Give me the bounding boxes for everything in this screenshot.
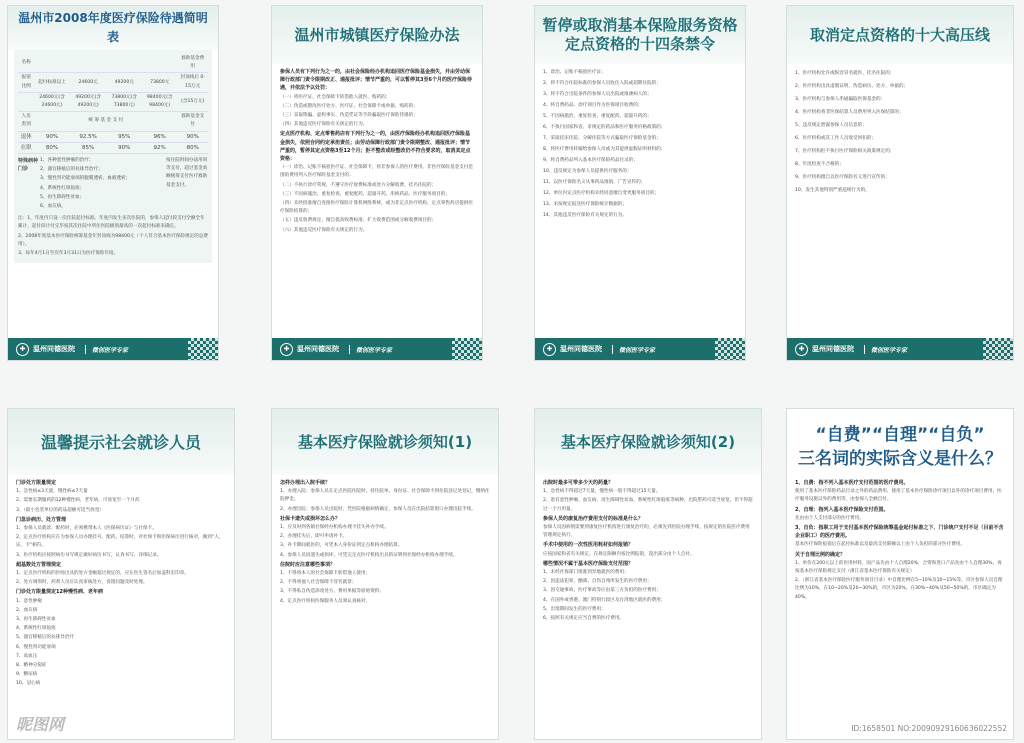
list-item: 12、单位内定点医疗机构未经同意擅自变更服务项目的； xyxy=(543,191,660,196)
table-row xyxy=(18,92,208,111)
list-item: 9、糖尿病 xyxy=(16,672,38,678)
list-item: 8、将医疗费用转嫁给参保人员或为其提供虚假证明材料的； xyxy=(543,147,666,152)
section-heading: 住院时应注意哪些事项？ xyxy=(280,561,336,568)
list-item: 6、不执行国家和省、市规定的药品和医疗服务价格政策的； xyxy=(543,125,666,130)
table-cell: 名称 xyxy=(18,54,34,73)
brand-slogan: 微创医学专家 xyxy=(349,345,392,354)
panel-benefits-table xyxy=(7,5,219,361)
list-item: 3、医疗机构与参保人串通骗取医保基金的； xyxy=(795,97,886,102)
title-line: “自费”“自理”“自负” xyxy=(815,425,985,445)
list-item: 6、医疗机构或其工作人员收受回扣的； xyxy=(795,136,877,141)
list-item: 10、违反规定为参保人员提供医疗服务的； xyxy=(543,169,632,174)
panel-reminder xyxy=(7,408,235,740)
table-row xyxy=(18,54,208,73)
list-item: 5、违反规定泄露参保人员信息的； xyxy=(795,123,867,128)
list-item: 3、慢性肾功能衰竭的腹膜透析、血液透析； xyxy=(40,176,131,182)
list-item: 3、（最小包装单位的药品超额可适当放宽） xyxy=(16,507,104,513)
list-item: 参保人员因病情需要到康复医疗机构进行康复治疗的，必须先到医院办理手续，按规定的住院医疗费用管理规定执行。 xyxy=(543,525,750,539)
table-cell: 92.5% xyxy=(70,131,107,142)
list-item: 5、出境期间发生的医疗费用； xyxy=(543,606,606,612)
brand-slogan: 微创医学专家 xyxy=(612,345,655,354)
section-heading: 门急诊病历、处方管理 xyxy=(16,516,67,523)
list-item: 5、不因病施治、重复检查、重复配药、超量开药的； xyxy=(543,114,652,119)
list-item: 11、以医疗保险名义从事药品推销、广告宣传的； xyxy=(543,180,646,185)
paragraph: （一）将医疗证、社会保障卡转借他人就医、购药的； xyxy=(280,94,391,100)
paragraph: 参保人员有下列行为之一的，由社会保险经办机构追回医疗保险基金损失，并由劳动保障行政部门责令限期改正、通报批评；情节严重的，可以暂停其3至6个月的医疗保险待遇，并依法予以处罚： xyxy=(280,69,472,92)
section-heading: 关于自理比例的确定？ xyxy=(795,551,846,558)
footer-brand xyxy=(787,338,1013,360)
list-item: 10、发生其他特别严重违规行为的。 xyxy=(795,188,870,193)
panel-ten-red-lines xyxy=(786,5,1014,361)
list-item: 6、慢性肾功能衰竭 xyxy=(16,644,56,650)
list-item: 基本医疗保险报销后在起付标准以及最高支付限额以上由个人负担的部分医疗费用。 xyxy=(795,542,965,548)
special-note: 按住院时间办法用同等支付，超过基金高额统筹支付医疗救助基金支付。 xyxy=(166,158,208,188)
brand-name: 温州同德医院 xyxy=(560,345,602,353)
list-item: 2、医疗机构出具虚假证明、伪造病历、处方、单据的； xyxy=(795,84,909,89)
table-cell xyxy=(18,92,34,111)
brand-name: 温州同德医院 xyxy=(812,345,854,353)
paragraph: （六）其他违反医疗保险有关规定的行为。 xyxy=(280,227,368,233)
list-item: 3、补卡期间就医的，可凭本人身份证到定点机构办理结算。 xyxy=(280,543,403,549)
table-row xyxy=(18,142,208,153)
list-item: 1、急性病≤3天量，慢性病≤7天量 xyxy=(16,489,88,495)
table-cell: 98400元(含98400元) xyxy=(142,92,177,111)
list-item: 1、医疗机构允许或纵容冒名就医、挂名住院的； xyxy=(795,71,895,76)
watermark: 昵图网 xyxy=(16,715,65,734)
paragraph: 定点医疗机构、定点零售药店有下列行为之一的，由医疗保险经办机构追回医疗保险基金损失，依照合同约定承担责任；由劳动保障行政部门责令限期整改、通报批评；情节严重的，暂停其定点资格3至12个月；拒不整改或经整改仍不符合要求的，取消其定点资格： xyxy=(280,131,471,163)
panel-title: 暂停或取消基本保险服务资格定点资格的十四条禁令 xyxy=(542,16,738,53)
panel-body xyxy=(8,475,234,694)
panel-title: 温州市城镇医疗保险办法 xyxy=(294,25,460,44)
panel-insurance-rules xyxy=(271,5,483,361)
list-item: 7、医疗机构拒不执行医疗保险相关政策规定的； xyxy=(795,149,895,154)
table-cell: 封顶线后 0-15万元 xyxy=(177,73,208,92)
table-row xyxy=(18,73,208,92)
panel-fourteen-bans xyxy=(534,5,746,361)
table-cell: 95% xyxy=(107,131,142,142)
hospital-logo-icon: ✚ xyxy=(795,343,808,356)
panel-body xyxy=(272,64,482,240)
panel-body xyxy=(787,64,1013,202)
table-cell: 90% xyxy=(177,131,208,142)
panel-title: 温馨提示社会就诊人员 xyxy=(40,432,201,452)
list-item: 3、将不符合出院条件的参保人员出院或推诿病人的； xyxy=(543,92,652,97)
hospital-logo-icon: ✚ xyxy=(280,343,293,356)
list-item: 1、各种恶性肿瘤的治疗； xyxy=(40,158,94,164)
paragraph: （三）采取欺骗、虚构事实、伪造凭证等手段骗取医疗保险待遇的； xyxy=(280,113,418,119)
list-item: 2、不得将他人社会保障卡冒名就诊； xyxy=(280,580,357,586)
section-heading: 超基数处方管理规定 xyxy=(16,561,62,568)
list-item: 2、因违法犯罪、酗酒、自伤自残所发生的医疗费用； xyxy=(543,579,652,585)
brand-slogan: 微创医学专家 xyxy=(85,345,128,354)
list-item: 1、未经社保部门批准到异地就医的费用； xyxy=(543,570,629,576)
list-item: 4、系统性红斑狼疮 xyxy=(16,626,56,632)
list-item: 1、不得将本人的社会保障卡转借他人使用； xyxy=(280,571,371,577)
list-item: 8、精神分裂症 xyxy=(16,663,47,669)
list-item: 1、定点医疗机构的医师出具的处方金额超过规定的，应在医生签名后加盖科室印章。 xyxy=(16,571,189,577)
list-item: 7、采取挂床住院、分解住院等方式骗取医疗保险基金的； xyxy=(543,136,661,141)
table-cell: 人员类别 xyxy=(18,112,34,131)
image-id: ID:1658501 NO:20090929160636022552 xyxy=(851,724,1007,733)
paragraph: （五）违反收费规定，擅自提高收费标准、扩大收费范围或分解收费项目的； xyxy=(280,218,437,224)
list-item: 9、将自费药品列入基本医疗保险药品目录的； xyxy=(543,158,638,163)
list-item: 2、处方调剂时，药剂人员应认真审核处方，发现问题及时处理。 xyxy=(16,580,148,586)
section-heading: 3、自负：指职工用于支付基本医疗保险统筹基金起付标准之下、门诊统户支付不足（目前不含企业职工）的医疗费用。 xyxy=(795,525,1004,540)
list-item: 2、器官移植后的抗排异治疗； xyxy=(40,167,103,173)
panel-body xyxy=(535,475,761,628)
hospital-logo-icon: ✚ xyxy=(543,343,556,356)
table-cell: 73800元(含73800元) xyxy=(107,92,142,111)
paragraph: （三）不因病施治、重复检查、重复配药、超量开药、串换药品、医疗服务项目的； xyxy=(280,191,450,197)
list-item: 2、（浙江省基本医疗保险医疗服务项目目录）中自理比例在5~10%及10~15%等，市区参保人员自理比例为10%，在10~20%及20~30%的，市区为20%，在30%~40%及50~50%的，市区确定为40%。 xyxy=(795,578,1003,600)
table-cell: 在职 xyxy=(18,142,34,153)
paragraph: （二）不执行诊疗常规，不遵守医疗收费标准或处方分解收费、挂名住院的； xyxy=(280,182,437,188)
panel-title: 基本医疗保险就诊须知(1) xyxy=(297,432,473,451)
table-cell: 救助基金支付 xyxy=(177,112,208,131)
section-heading: 怎样办理出入院手续？ xyxy=(280,480,331,486)
table-cell: 起付标准以上 xyxy=(34,73,69,92)
panel-title: 取消定点资格的十大高压线 xyxy=(809,25,990,44)
section-heading: 手术中使用的一次性医用耗材如何报销？ xyxy=(543,542,634,549)
list-item: 应按国家和省有关规定，在规定限额内按比例报销，超出部分由个人自付。 xyxy=(543,551,695,557)
checker-pattern xyxy=(452,338,482,360)
list-item: 先由由个人支付部分的医疗费用。 xyxy=(795,515,864,521)
panel-visit-notice-1 xyxy=(271,408,499,740)
list-item: 4、定点医疗机构医保服务人员须认真核对。 xyxy=(280,598,371,604)
list-item: 2、患有恶性肿瘤、血友病、再生障碍性贫血、系统性红斑狼疮等病种，出院带药可适当放宽，但不得超过一个月用量。 xyxy=(543,498,753,512)
section-heading: 出院时最多可带多少天的药量？ xyxy=(543,480,614,486)
table-row xyxy=(18,131,208,142)
list-item: 10、冠心病 xyxy=(16,681,41,687)
list-item: 4、将自费药品、诊疗项目作为医保项目收费的； xyxy=(543,103,643,108)
list-item: 2、办理出院：参保人员出院时，凭医院根据病情确定，参保人员在出院结算窗口办理出院手续。 xyxy=(280,506,476,512)
list-item: 2、需要长期服药的12种慢性病，老年病，可放宽至一个月药 xyxy=(16,498,140,504)
section-heading: 社保卡遗失或损坏怎么办？ xyxy=(280,515,341,522)
footer-brand xyxy=(272,338,482,360)
list-item: 13、未按规定报送医疗保险统计数据的； xyxy=(543,202,627,207)
brand-name: 温州同德医院 xyxy=(33,345,75,353)
list-item: 14、其他违反医疗保险有关规定的行为。 xyxy=(543,213,627,218)
benefits-table xyxy=(18,54,208,154)
section-heading: 1、自费：指不列入基本医疗支付范围的医疗费用。 xyxy=(795,480,909,486)
table-cell: 统 筹 基 金 支 付 xyxy=(34,112,177,131)
list-item: 1、办理入院：参保人员在定点医院住院时，持住院单、身份证、社会保障卡到住院登记处登记，缴纳住院押金。 xyxy=(280,489,490,503)
table-cell: 80% xyxy=(34,142,69,153)
checker-pattern xyxy=(188,338,218,360)
brand-slogan: 微创医学专家 xyxy=(864,345,907,354)
special-list xyxy=(40,157,166,212)
panel-visit-notice-2 xyxy=(534,408,762,740)
list-item: 8、年度检查不合格的； xyxy=(795,162,844,167)
table-cell: 90% xyxy=(107,142,142,153)
table-cell: 49200元 xyxy=(107,73,142,92)
list-item: 2、血友病 xyxy=(16,607,38,613)
table-cell: 49200元(含49200元) xyxy=(70,92,107,111)
table-cell: 80% xyxy=(177,142,208,153)
list-item: 9、医疗机构擅自以医疗保险名义进行宣传的； xyxy=(795,175,890,180)
section-heading: 2、自理：指列入基本医疗保险支付范围。 xyxy=(795,506,889,513)
paragraph: （二）伪造或篡改医疗处方、医疗证、社会保障卡或单据、购药的； xyxy=(280,103,418,109)
footer-brand xyxy=(535,338,745,360)
brand-name: 温州同德医院 xyxy=(297,345,339,353)
list-item: 4、参保人员因遗失或损坏，可凭完定点医疗机构出具的证明到社保经办机构办理手续。 xyxy=(280,552,458,558)
list-item: 1、单价在200元以上的医用材料，国产品先由个人自理20%，合资和进口产品先由个人自理30%，再按基本医疗保险规定支付（浙江省基本医疗保险有关规定） xyxy=(795,560,1002,575)
paragraph: （四）未经批准擅自连接医疗保险计算机网络系统，或为非定点医疗机构、定点零售药店提供医疗保险结算的； xyxy=(280,201,473,215)
table-cell: 退休 xyxy=(18,131,34,142)
section-heading: 参保人员的康复治疗费用支付的标准是什么？ xyxy=(543,515,644,522)
list-item: 3、因交通事故、医疗事故等应由第三方负担的医疗费用； xyxy=(543,588,661,594)
table-cell: 救助基金费用 xyxy=(177,54,208,73)
list-item: 3、医疗机构应按照病历书写规定做好病历书写，认真书写、详细记录。 xyxy=(16,552,162,558)
table-row xyxy=(18,112,208,131)
list-item: 2、将不符合住院标准的参保人员收住入院或超期住院的； xyxy=(543,81,661,86)
list-item: 3、不得私自伪造涂改处方、费用单据等原始资料； xyxy=(280,589,384,595)
section-heading: 哪些情况不属于基本医疗保险支付范围？ xyxy=(543,560,634,567)
list-item: 使用了基本医疗保险药品目录之外的药品费用、使用了基本医疗保险诊疗项目以外的诊疗项目费用、医疗服务设施以外的费用等，由参保人全额自付。 xyxy=(795,489,1002,503)
paragraph: （四）其他违反医疗保险有关规定的行为。 xyxy=(280,122,368,128)
panel-title: 温州市2008年度医疗保险待遇简明表 xyxy=(18,11,208,44)
panel-body xyxy=(787,471,1013,607)
list-item: 5、再生障碍性贫血； xyxy=(40,194,85,200)
list-item: 5、器官移植后的抗排异治疗 xyxy=(16,635,75,641)
list-item: 2、办理挂失后，即可申请补卡。 xyxy=(280,534,348,540)
list-item: 1、诊治、记账不核验医疗证； xyxy=(543,70,606,75)
note-item: 注：1、年度内只设一次住院起付标准。年度内发生多次住院的，参保人起付段支付全额全年累计，起付段计付完毕按其次住院中所住医院级别最高的一次起付标准来确定。 xyxy=(18,216,205,230)
note-item: 2、2008年度基本医疗保险统筹基金年封顶线为98400元（个人符合基本医疗保险规定的总费用）。 xyxy=(18,233,209,247)
list-item: 6、按照有关规定应当自费的医疗费用。 xyxy=(543,616,625,622)
list-item: 1、恶性肿瘤 xyxy=(16,598,42,604)
table-cell: 24600元(含24600元) xyxy=(34,92,69,111)
table-cell: 90% xyxy=(34,131,69,142)
checker-pattern xyxy=(983,338,1013,360)
panel-terms-meaning xyxy=(786,408,1014,740)
table-cell: 96% xyxy=(142,131,177,142)
panel-body xyxy=(272,475,498,611)
hospital-logo-icon: ✚ xyxy=(16,343,29,356)
table-cell: 73800元 xyxy=(142,73,177,92)
notes xyxy=(18,215,208,258)
list-item: 4、系统性红斑狼疮； xyxy=(40,185,85,191)
table-cell: 92% xyxy=(142,142,177,153)
note-item: 3、每年4月1日至次年3月31日为医疗保险年度。 xyxy=(18,251,119,257)
list-item: 4、在国外或香港、澳门特别行政区及台湾地区就医的费用； xyxy=(543,597,666,603)
footer-brand xyxy=(8,338,218,360)
table-cell: 24600元 xyxy=(70,73,107,92)
checker-pattern xyxy=(715,338,745,360)
list-item: 2、定点医疗机构应在为参保人员办理挂号、配药、结算时，对社保卡和医保病历进行核对，做到“人、证、卡”相符。 xyxy=(16,535,224,549)
table-cell: (含15万元) xyxy=(177,92,208,111)
section-heading: 门诊处方限量规定 xyxy=(16,480,57,486)
list-item: 7、高血压 xyxy=(16,653,38,659)
panel-title xyxy=(787,409,1013,471)
panel-title: 基本医疗保险就诊须知(2) xyxy=(560,432,736,451)
title-line: 三名词的实际含义是什么？ xyxy=(798,449,1002,469)
list-item: 4、医疗机构将非医保结算人员费用列入医保结算的； xyxy=(795,110,904,115)
paragraph: （一）诊治、记账不核验医疗证、社会保障卡，将非参保人的医疗费用、非医疗保险基金支付范围的费用列入医疗保险基金支付的； xyxy=(280,165,473,179)
list-item: 1、急性病不得超过7天量，慢性病一般不得超过15天量。 xyxy=(543,489,661,495)
list-item: 3、再生障碍性贫血 xyxy=(16,617,56,623)
special-label: 特殊病种门诊 xyxy=(18,158,39,173)
table-cell: 85% xyxy=(70,142,107,153)
list-item: 1、应及时到各镇社保经办机构办理卡挂失补办手续。 xyxy=(280,525,389,531)
table-cell: 报销比例 xyxy=(18,73,34,92)
list-item: 1、参保人员就诊、配药时，必须携带本人《医保病历证》与社保卡。 xyxy=(16,526,157,532)
panel-body xyxy=(535,64,745,226)
section-heading: 门诊处方限量规定12种慢性病、老年病 xyxy=(16,589,103,596)
list-item: 6、血友病。 xyxy=(40,204,66,210)
